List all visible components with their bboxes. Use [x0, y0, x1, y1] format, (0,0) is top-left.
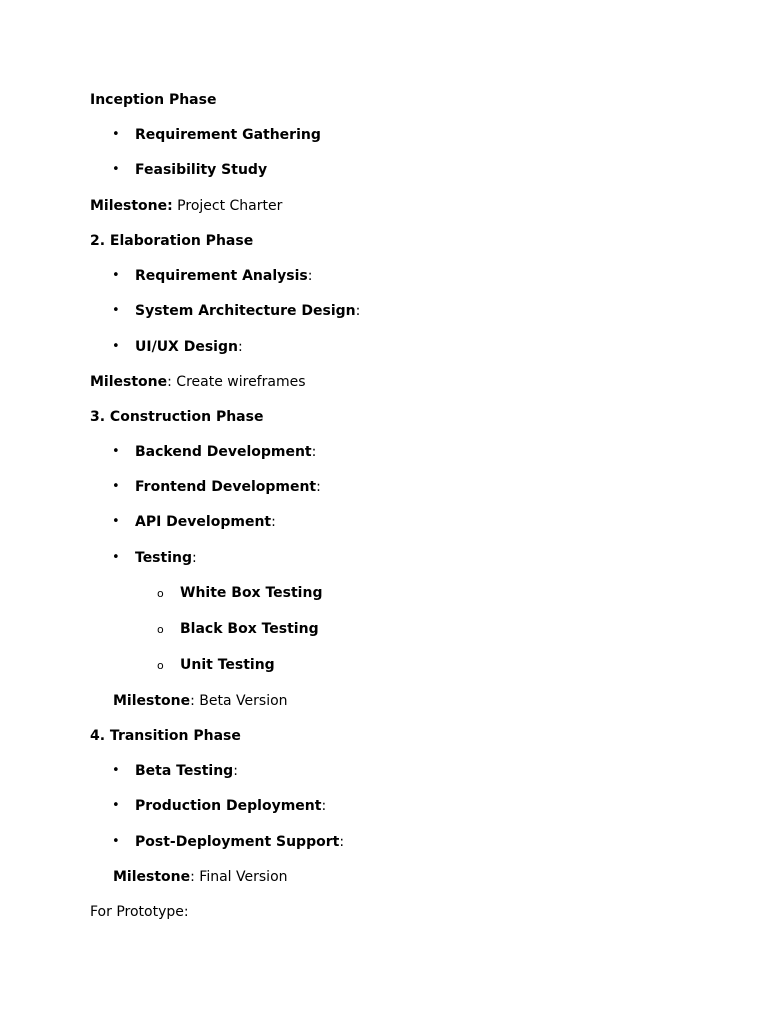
bullet-icon: • [112, 479, 120, 494]
list-item-suffix: : [233, 763, 238, 779]
list-item-suffix: : [271, 514, 276, 530]
list-item-suffix: : [237, 339, 243, 355]
list-item-label: Requirement Gathering [135, 127, 321, 143]
milestone-value: : Beta Version [190, 693, 288, 709]
phase-title-elaboration: 2. Elaboration Phase [90, 233, 254, 249]
bullet-icon: • [112, 763, 120, 778]
list-item-label: System Architecture Design [135, 303, 356, 319]
phase-title-transition: 4. Transition Phase [90, 728, 241, 744]
milestone [113, 691, 288, 711]
bullet-icon: • [112, 339, 120, 354]
milestone-label: Milestone [90, 374, 168, 390]
bullet-icon: • [112, 834, 120, 849]
bullet-icon: • [112, 550, 120, 565]
list-item-label: Beta Testing [135, 763, 234, 779]
circle-bullet-icon: o [157, 623, 164, 636]
bullet-icon: • [112, 444, 120, 459]
milestone-label: Milestone: [90, 198, 173, 214]
footer-text: For Prototype: [90, 904, 189, 920]
list-item-suffix: : [307, 268, 313, 284]
sub-list-item-label: White Box Testing [180, 585, 323, 601]
list-item-label: Backend Development [135, 444, 312, 460]
sub-list-item-label: Unit Testing [180, 657, 275, 673]
bullet-icon: • [112, 162, 120, 177]
list-item-suffix: : [321, 798, 327, 814]
milestone-value: : Final Version [190, 869, 288, 885]
milestone [90, 196, 282, 216]
milestone-label: Milestone [113, 869, 191, 885]
list-item-label: Frontend Development [135, 479, 317, 495]
list-item-label: Feasibility Study [135, 162, 268, 178]
list-item-suffix: : [311, 444, 317, 460]
circle-bullet-icon: o [157, 659, 164, 672]
bullet-icon: • [112, 514, 120, 529]
milestone-value: Project Charter [172, 198, 283, 214]
milestone-label: Milestone [113, 693, 191, 709]
list-item-label: Requirement Analysis [135, 268, 308, 284]
bullet-icon: • [112, 268, 120, 283]
milestone [90, 372, 306, 392]
phase-title-inception: Inception Phase [90, 92, 217, 108]
bullet-icon: • [112, 798, 120, 813]
circle-bullet-icon: o [157, 587, 164, 600]
milestone-value: : Create wireframes [167, 374, 306, 390]
list-item-label: Post-Deployment Support [135, 834, 340, 850]
list-item-suffix: : [355, 303, 361, 319]
list-item-suffix: : [192, 550, 197, 566]
bullet-icon: • [112, 127, 120, 142]
sub-list-item-label: Black Box Testing [180, 621, 319, 637]
list-item-label: Testing [135, 550, 192, 566]
milestone [113, 867, 288, 887]
list-item-suffix: : [316, 479, 321, 495]
list-item-label: API Development [135, 514, 272, 530]
bullet-icon: • [112, 303, 120, 318]
list-item-label: UI/UX Design [135, 339, 238, 355]
phase-title-construction: 3. Construction Phase [90, 409, 264, 425]
list-item-label: Production Deployment [135, 798, 322, 814]
list-item-suffix: : [339, 834, 345, 850]
